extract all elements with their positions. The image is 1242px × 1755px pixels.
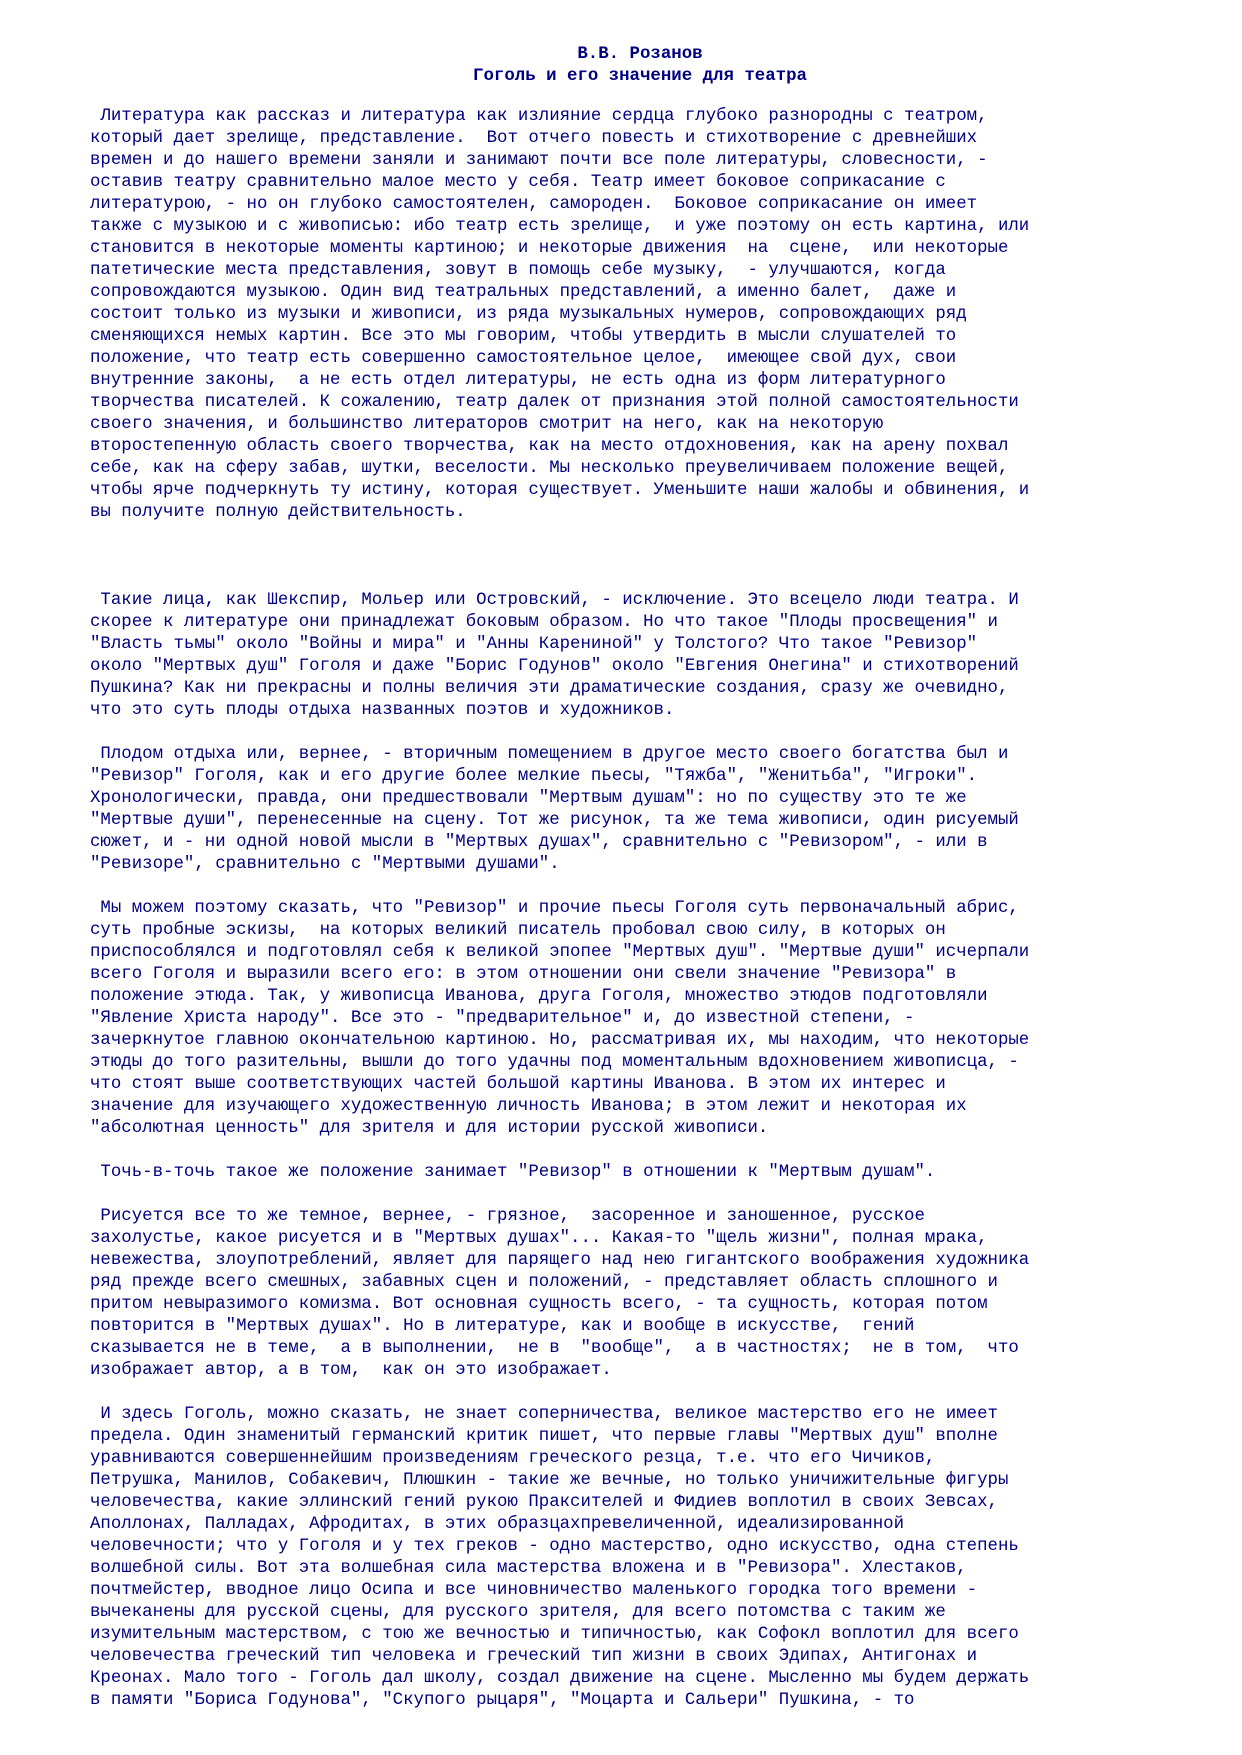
paragraph-3: Плодом отдыха или, вернее, - вторичным помещением в другое место своего богатства был и "Ревизор" Гоголя, как и его другие более мелкие пьесы, "Тяжба", "Женитьба", "Игроки". Хронологически, правда, они предшествовали "Мертвым душам": но по существу это те же "Мертвые души", перенесенные на сцену. Тот же рисунок, та же тема живописи, один рисуемый сюжет, и - ни одной новой мысли в "Мертвых душах", сравнительно с "Ревизором", - или в "Ревизоре", сравнительно с "Мертвыми душами". <box>90 745 1019 874</box>
paragraph-gap <box>90 1184 1190 1206</box>
paragraph-1: Литература как рассказ и литература как излияние сердца глубоко разнородны с театром, который дает зрелище, представление. Вот отчего повесть и стихотворение с древнейших времен и до нашего времени заняли и занимают почти все поле литературы, словесности, - оставив театру сравнительно малое место у себя. Театр имеет боковое соприкасание с литературою, - но он глубоко самостоятелен, самороден. Боковое соприкасание он имеет также с музыкою и с живописью: ибо театр есть зрелище, и уже поэтому он есть картина, или становится в некоторые моменты картиною; и некоторые движения на сцене, или некоторые патетические места представления, зовут в помощь себе музыку, - улучшаются, когда сопровождаются музыкою. Один вид театральных представлений, а именно балет, даже и состоит только из музыки и живописи, из ряда музыкальных нумеров, сопровождающих ряд сменяющихся немых картин. Все это мы говорим, чтобы утвердить в мысли слушателей то положение, что театр есть совершенно самостоятельное целое, имеющее свой дух, свои внутренние законы, а не есть отдел литературы, не есть одна из форм литературного творчества писателей. К сожалению, театр далек от признания этой полной самостоятельности своего значения, и большинство литераторов смотрит на него, как на некоторую второстепенную область своего творчества, как на место отдохновения, как на арену похвал себе, как на сферу забав, шутки, веселости. Мы несколько преувеличиваем положение вещей, чтобы ярче подчеркнуть ту истину, которая существует. Уменьшите наши жалобы и обвинения, и вы получите полную действительность. <box>90 107 1030 522</box>
paragraph-gap <box>90 568 1190 590</box>
paragraph-5: Точь-в-точь такое же положение занимает "Ревизор" в отношении к "Мертвым душам". <box>90 1163 936 1182</box>
document-page <box>90 44 1190 1712</box>
document-header <box>90 44 1190 88</box>
paragraph-gap <box>90 1140 1190 1162</box>
author-name: В.В. Розанов <box>577 45 703 64</box>
paragraph-gap <box>90 722 1190 744</box>
paragraph-7: И здесь Гоголь, можно сказать, не знает соперничества, великое мастерство его не имеет предела. Один знаменитый германский критик пишет, что первые главы "Мертвых душ" вполне уравниваются совершеннейшим произведениям греческого резца, т.е. что его Чичиков, Петрушка, Манилов, Собакевич, Плюшкин - такие же вечные, но только уничижительные фигуры человечества, какие эллинский гений рукою Праксителей и Фидиев воплотил в своих Зевсах, Аполлонах, Палладах, Афродитах, в этих образцахпревеличенной, идеализированной человечности; что у Гоголя и у тех греков - одно мастерство, одно искусство, одна степень волшебной силы. Вот эта волшебная сила мастерства вложена и в "Ревизора". Хлестаков, почтмейстер, вводное лицо Осипа и все чиновничество маленького городка того времени - вычеканены для русской сцены, для русского зрителя, для всего потомства с таким же изумительным мастерством, с тою же вечностью и типичностью, как Софокл воплотил для всего человечества греческий тип человека и греческий тип жизни в своих Эдипах, Антигонах и Креонах. Мало того - Гоголь дал школу, создал движение на сцене. Мысленно мы будем держать в памяти "Бориса Годунова", "Скупого рыцаря", "Моцарта и Сальери" Пушкина, - то <box>90 1405 1030 1710</box>
paragraph-4: Мы можем поэтому сказать, что "Ревизор" и прочие пьесы Гоголя суть первоначальный абрис, суть пробные эскизы, на которых великий писатель пробовал свою силу, в которых он приспособлялся и подготовлял себя к великой эпопее "Мертвых душ". "Мертвые души" исчерпали всего Гоголя и выразили всего его: в этом отношении они свели значение "Ревизора" в положение этюда. Так, у живописца Иванова, друга Гоголя, множество этюдов подготовляли "Явление Христа народу". Все это - "предварительное" и, до известной степени, - зачеркнутое главною окончательною картиною. Но, рассматривая их, мы находим, что некоторые этюды до того разительны, вышли до того удачны под моментальным вдохновением живописца, - что стоят выше соответствующих частей большой картины Иванова. В этом их интерес и значение для изучающего художественную личность Иванова; в этом лежит и некоторая их "абсолютная ценность" для зрителя и для истории русской живописи. <box>90 899 1030 1138</box>
paragraph-gap <box>90 524 1190 568</box>
paragraph-gap <box>90 876 1190 898</box>
paragraph-gap <box>90 1382 1190 1404</box>
paragraph-2: Такие лица, как Шекспир, Мольер или Островский, - исключение. Это всецело люди театра. И скорее к литературе они принадлежат боковым образом. Но что такое "Плоды просвещения" и "Власть тьмы" около "Войны и мира" и "Анны Карениной" у Толстого? Что такое "Ревизор" около "Мертвых душ" Гоголя и даже "Борис Годунов" около "Евгения Онегина" и стихотворений Пушкина? Как ни прекрасны и полны величия эти драматические создания, сразу же очевидно, что это суть плоды отдыха названных поэтов и художников. <box>90 591 1019 720</box>
document-title: Гоголь и его значение для театра <box>473 67 807 86</box>
paragraph-6: Рисуется все то же темное, вернее, - грязное, засоренное и заношенное, русское захолустье, какое рисуется и в "Мертвых душах"... Какая-то "щель жизни", полная мрака, невежества, злоупотреблений, являет для парящего над нею гигантского воображения художника ряд прежде всего смешных, забавных сцен и положений, - представляет область сплошного и притом невыразимого комизма. Вот основная сущность всего, - та сущность, которая потом повторится в "Мертвых душах". Но в литературе, как и вообще в искусстве, гений сказывается не в теме, а в выполнении, не в "вообще", а в частностях; не в том, что изображает автор, а в том, как он это изображает. <box>90 1207 1030 1380</box>
